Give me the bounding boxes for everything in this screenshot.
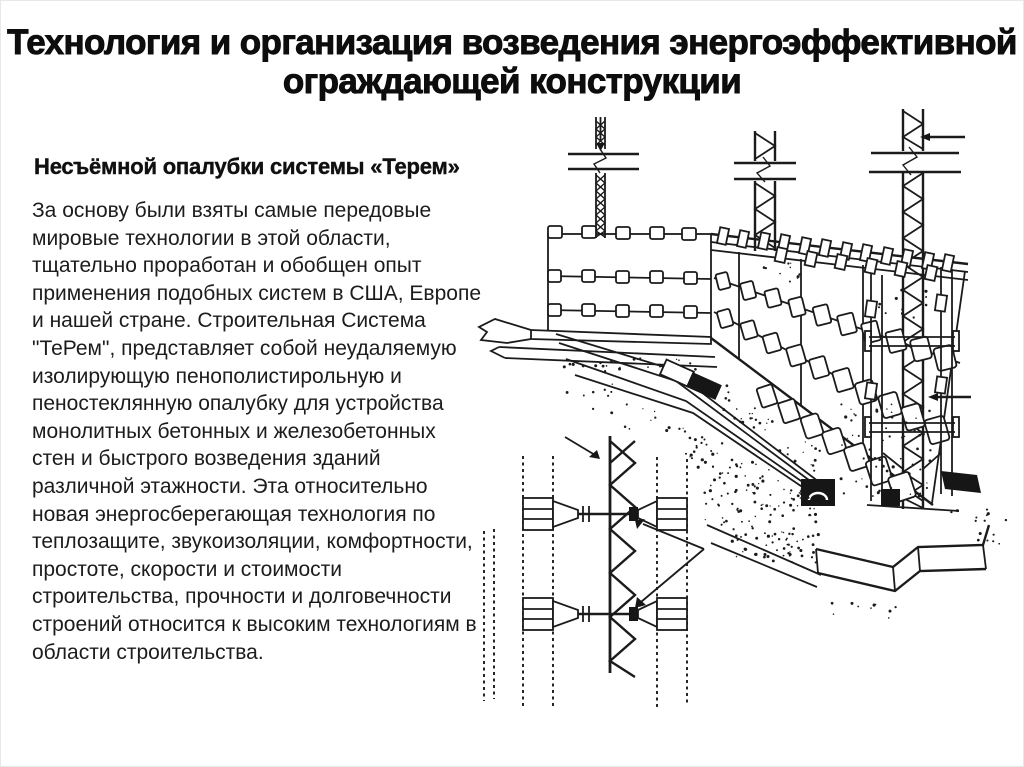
slide-subtitle: Несъёмной опалубки системы «Терем» <box>34 154 460 179</box>
strip-footing <box>816 525 989 591</box>
formwork-construction-drawing-icon <box>471 101 1024 741</box>
foundation-slab <box>479 319 717 367</box>
lattice-mast-left <box>568 117 639 238</box>
lattice-mast-right <box>869 109 971 509</box>
tie-clamp-detail <box>484 436 704 709</box>
front-wall-panel <box>548 226 711 338</box>
body-paragraph: За основу были взяты самые передовые мировые технологии в этой области, тщательно проработан и обобщен опыт применения подобных систем в США, Европе и нашей стране. Строительная Система "ТеРем", представляет собой неудаляемую изолирующую пенополистирольную и пеностеклянную опалубку для устройства монолитных бетонных и железобетонных стен и быстрого возведения зданий различной этажности. Эта относительно новая энергосберегающая технология по теплозащите, звукоизоляции, комфортности, простоте, скорости и стоимости строительства, прочности и долговечности строений относится к высоким технологиям в области строительства. <box>32 199 481 664</box>
guide-rails <box>556 334 835 587</box>
slide-title: Технология и организация возведения энергоэффективной ограждающей конструкции <box>7 23 1017 101</box>
